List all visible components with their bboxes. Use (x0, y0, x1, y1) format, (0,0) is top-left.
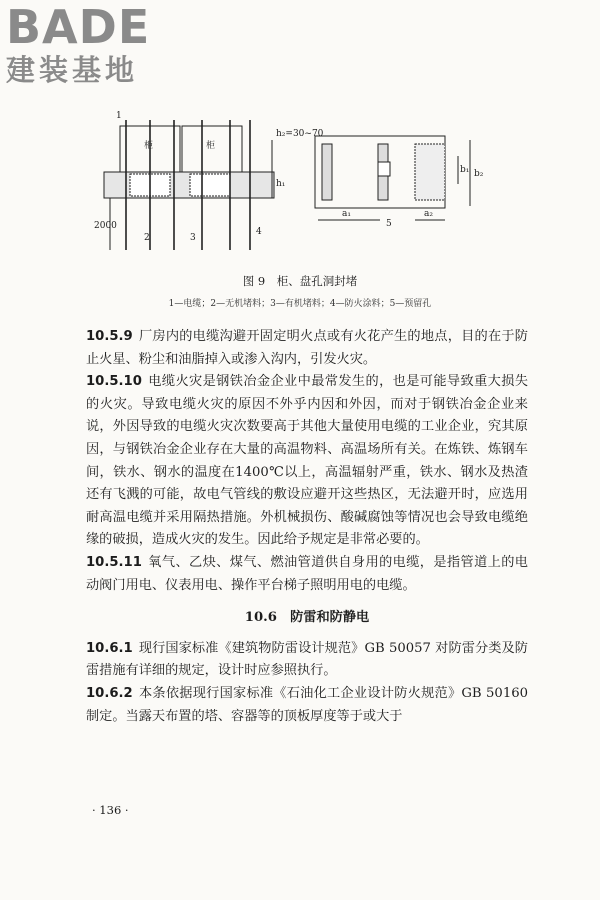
figure-caption: 图 9 柜、盘孔洞封堵 (242, 274, 358, 288)
plan-reserved-hole (378, 162, 390, 176)
label-5: 5 (386, 219, 392, 229)
clause-number: 10.5.9 (86, 329, 133, 344)
sealing-block-right (190, 174, 230, 196)
page-number: · 136 · (92, 803, 129, 817)
clause-10-5-9 (86, 326, 528, 371)
label-b1: b₁ (460, 165, 470, 175)
label-h2: h₂=30~70 (276, 129, 324, 139)
figure-legend: 1—电缆；2—无机堵料；3—有机堵料；4—防火涂料；5—预留孔 (168, 299, 432, 309)
clause-10-5-11 (86, 552, 528, 597)
logo-subtitle: 建装基地 (6, 53, 139, 87)
clause-number: 10.6.1 (86, 640, 133, 656)
label-cabinet-2: 柜 (206, 141, 216, 151)
clause-number: 10.5.10 (86, 374, 142, 390)
clause-10-5-10 (86, 371, 528, 552)
label-4: 4 (256, 227, 262, 237)
clause-text: 电缆火灾是钢铁冶金企业中最常发生的，也是可能导致重大损失的火灾。导致电缆火灾的原因不外乎内因和外因，而对于钢铁冶金企业来说，外因导致的电缆火灾次数要高于其他大量使用电缆的工业企业，究其原因，与钢铁冶金企业存在大量的高温物料、高温场所有关。在炼铁、炼钢车间，铁水、钢水的温度在1400℃以上，高温辐射严重，铁水、钢水及热渣还有飞溅的可能，故电气管线的敷设应避开这些热区，无法避开时，应选用耐高温电缆并采用隔热措施。外机械损伤、酸碱腐蚀等情况也会导致电缆绝缘的破损，造成火灾的发生。因此给予规定是非常必要的。 (86, 374, 528, 548)
body-text (86, 326, 528, 728)
logo-brand: BADE (6, 0, 151, 54)
label-h1: h₁ (276, 179, 286, 189)
label-a2: a₂ (424, 209, 433, 219)
clause-10-6-1 (86, 638, 528, 683)
label-a1: a₁ (342, 209, 351, 219)
clause-number: 10.5.11 (86, 554, 142, 570)
clause-text: 本条依据现行国家标准《石油化工企业设计防火规范》GB 50160 制定。当露天布置的塔、容器等的顶板厚度等于或大于 (86, 685, 528, 724)
clause-text: 现行国家标准《建筑物防雷设计规范》GB 50057 对防雷分类及防雷措施有详细的规定，设计时应参照执行。 (86, 640, 528, 679)
logo (6, 2, 150, 86)
section-heading: 10.6 防雷和防静电 (244, 610, 370, 626)
clause-text: 厂房内的电缆沟避开固定明火点或有火花产生的地点，目的在于防止火星、粉尘和油脂掉入或渗入沟内，引发火灾。 (86, 329, 528, 367)
clause-text: 氧气、乙炔、煤气、燃油管道供自身用的电缆，是指管道上的电动阀门用电、仪表用电、操作平台梯子照明用电的电缆。 (86, 554, 528, 593)
label-cabinet-1: 柜 (144, 141, 154, 151)
clause-number: 10.6.2 (86, 685, 133, 701)
label-b2: b₂ (474, 169, 484, 179)
label-3: 3 (190, 233, 196, 243)
label-2000: 2000 (94, 221, 117, 231)
label-2: 2 (144, 233, 150, 243)
plan-section (415, 144, 445, 200)
plan-hole-left (322, 144, 332, 200)
label-1: 1 (116, 111, 122, 121)
clause-10-6-2 (86, 683, 528, 728)
figure-diagram (90, 110, 520, 270)
